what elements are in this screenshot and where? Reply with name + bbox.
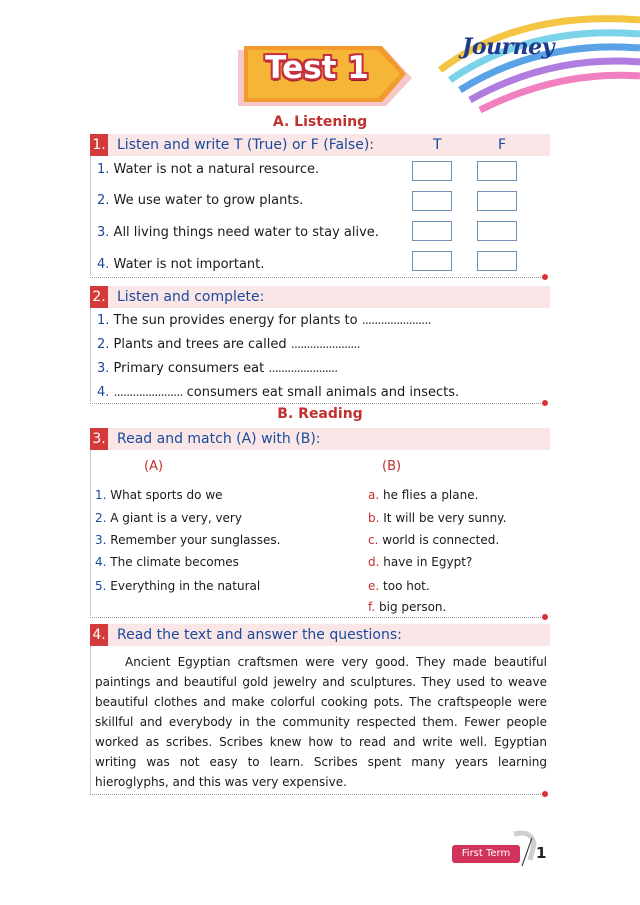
match-a-item-5: 5. Everything in the natural — [95, 579, 261, 593]
q1-answer-box-t-1[interactable] — [412, 161, 452, 181]
q2-item-4: 4. ...................... consumers eat small animals and insects. — [97, 385, 460, 400]
q1-frame — [90, 156, 91, 276]
q2-item-2: 2. Plants and trees are called ...................... — [97, 337, 360, 352]
section-a-title: A. Listening — [272, 114, 368, 130]
page-number: 1 — [536, 844, 547, 862]
q2-item-1: 1. The sun provides energy for plants to ...................... — [97, 313, 431, 328]
q1-answer-box-f-4[interactable] — [477, 251, 517, 271]
q1-answer-box-f-3[interactable] — [477, 221, 517, 241]
match-a-item-2: 2. A giant is a very, very — [95, 511, 242, 525]
section-b-title: B. Reading — [277, 406, 363, 422]
q1-divider-dot — [542, 274, 548, 280]
q2-item-3: 3. Primary consumers eat ...................... — [97, 361, 338, 376]
match-b-item-c: c. world is connected. — [368, 533, 500, 547]
q1-item-1: 1. Water is not a natural resource. — [97, 162, 320, 177]
q2-number: 2. — [90, 286, 108, 308]
term-label: First Term — [452, 845, 520, 863]
q1-answer-box-t-4[interactable] — [412, 251, 452, 271]
q3-divider-dot — [542, 614, 548, 620]
false-column-label: F — [498, 137, 507, 153]
q2-frame — [90, 308, 91, 402]
q1-answer-box-t-3[interactable] — [412, 221, 452, 241]
q4-divider-dot — [542, 791, 548, 797]
q3-instruction: Read and match (A) with (B): — [117, 431, 321, 447]
test-title: Test 1 — [265, 50, 369, 86]
match-b-item-b: b. It will be very sunny. — [368, 511, 507, 525]
q1-item-4: 4. Water is not important. — [97, 257, 265, 272]
q1-item-2: 2. We use water to grow plants. — [97, 193, 304, 208]
match-b-item-f: f. big person. — [368, 600, 447, 614]
journey-logo: Journey — [462, 34, 554, 60]
q1-answer-box-f-1[interactable] — [477, 161, 517, 181]
match-b-item-e: e. too hot. — [368, 579, 430, 593]
q2-divider — [90, 403, 545, 404]
q3-frame — [90, 450, 91, 616]
match-b-item-a: a. he flies a plane. — [368, 488, 479, 502]
q2-instruction: Listen and complete: — [117, 289, 265, 305]
q1-divider — [90, 277, 545, 278]
q4-instruction: Read the text and answer the questions: — [117, 627, 402, 643]
true-column-label: T — [433, 137, 442, 153]
q4-divider — [90, 794, 545, 795]
column-a-label: (A) — [144, 459, 164, 474]
q1-answer-box-f-2[interactable] — [477, 191, 517, 211]
q1-number: 1. — [90, 134, 108, 156]
rainbow-decoration — [430, 0, 640, 120]
q3-divider — [90, 617, 545, 618]
q4-frame — [90, 646, 91, 794]
reading-passage: Ancient Egyptian craftsmen were very good. They made beautiful paintings and beautiful gold jewelry and sculptures. They used to weave beautiful clothes and make colorful cooking pots. The craftspeople were skillful and everybody in the community respected them. Fewer people worked as scribes. Scribes knew how to read and write well. Egyptian writing was not easy to learn. Scribes spent many years learning hieroglyphs, and this was very expensive. — [95, 655, 547, 789]
match-a-item-3: 3. Remember your sunglasses. — [95, 533, 281, 547]
q1-answer-box-t-2[interactable] — [412, 191, 452, 211]
q4-number: 4. — [90, 624, 108, 646]
match-a-item-1: 1. What sports do we — [95, 488, 223, 502]
q1-instruction: Listen and write T (True) or F (False): — [117, 137, 375, 153]
q3-number: 3. — [90, 428, 108, 450]
column-b-label: (B) — [382, 459, 402, 474]
q1-item-3: 3. All living things need water to stay alive. — [97, 225, 379, 240]
match-b-item-d: d. have in Egypt? — [368, 555, 473, 569]
match-a-item-4: 4. The climate becomes — [95, 555, 239, 569]
